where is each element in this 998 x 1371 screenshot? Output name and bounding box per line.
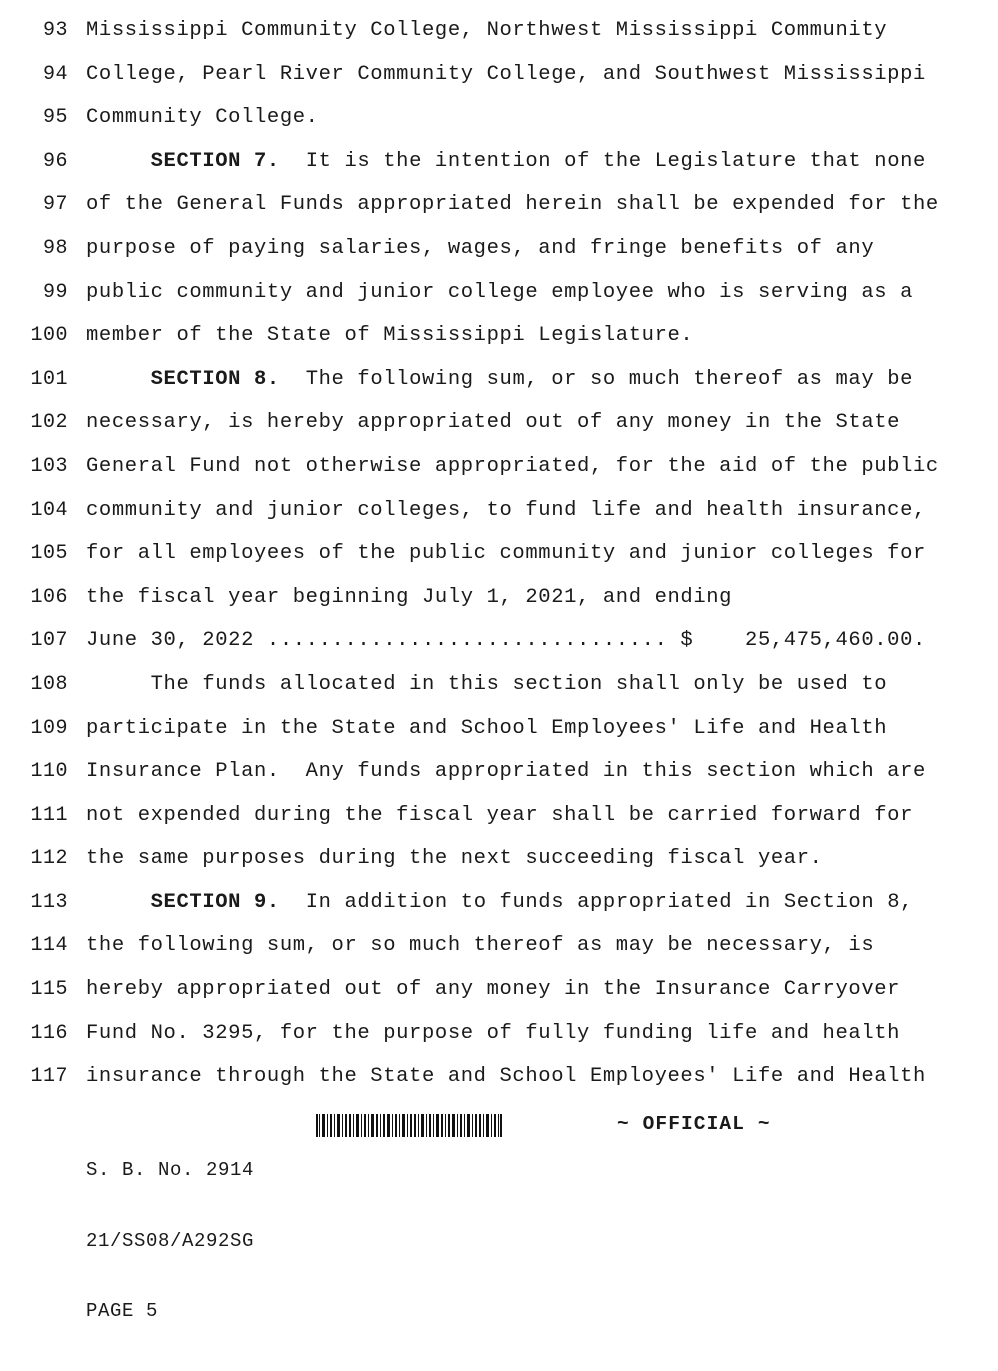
line-body: General Fund not otherwise appropriated, for the aid of the public	[86, 454, 939, 478]
line-body: It is the intention of the Legislature that none	[279, 149, 926, 173]
line-text	[86, 358, 913, 402]
line-text	[86, 314, 693, 358]
line-body: member of the State of Mississippi Legislature.	[86, 324, 694, 348]
document-line	[0, 576, 998, 620]
line-number: 117	[30, 1065, 68, 1089]
line-number: 102	[30, 411, 68, 435]
footer-bill-block	[86, 1112, 254, 1371]
line-body: College, Pearl River Community College, and Southwest Mississippi	[86, 62, 926, 86]
line-number: 110	[30, 760, 68, 784]
line-indent	[86, 673, 151, 696]
line-text	[86, 53, 926, 97]
document-footer	[0, 1108, 998, 1322]
line-text	[86, 576, 732, 620]
line-number: 106	[30, 585, 68, 609]
line-number: 93	[42, 19, 68, 42]
line-text	[86, 227, 874, 271]
line-body: necessary, is hereby appropriated out of any money in the State	[86, 411, 901, 435]
line-number: 112	[30, 847, 68, 871]
line-body: of the General Funds appropriated herein shall be expended for the	[86, 193, 939, 217]
line-number: 101	[30, 367, 68, 391]
page-label: PAGE 5	[86, 1300, 159, 1322]
line-text	[86, 96, 319, 140]
section-heading: SECTION 9.	[150, 890, 280, 914]
line-text	[86, 489, 926, 533]
line-body: The following sum, or so much thereof as may be	[279, 367, 914, 391]
line-body: the following sum, or so much thereof as may be necessary, is	[86, 934, 875, 958]
line-text	[86, 794, 913, 838]
line-text	[86, 707, 887, 751]
line-indent	[86, 150, 151, 173]
document-line	[0, 183, 998, 227]
line-number: 100	[30, 324, 68, 348]
barcode-icon	[316, 1114, 502, 1137]
line-number: 94	[42, 62, 68, 86]
document-line	[0, 314, 998, 358]
document-line	[0, 619, 998, 663]
line-number: 99	[42, 280, 68, 304]
line-body: Insurance Plan. Any funds appropriated in this section which are	[86, 760, 926, 784]
line-number: 108	[30, 672, 68, 696]
document-line	[0, 271, 998, 315]
line-text	[86, 619, 926, 663]
document-line	[0, 663, 998, 707]
section-heading: SECTION 8.	[150, 367, 280, 391]
line-indent	[86, 891, 151, 914]
line-number: 104	[30, 498, 68, 522]
document-line	[0, 445, 998, 489]
line-number: 97	[42, 193, 68, 217]
document-code: 21/SS08/A292SG	[86, 1229, 255, 1252]
document-line	[0, 9, 998, 53]
line-text	[86, 881, 913, 925]
line-number: 111	[30, 803, 68, 827]
bill-number: S. B. No. 2914	[86, 1159, 255, 1181]
document-line	[0, 53, 998, 97]
document-line	[0, 881, 998, 925]
document-line	[0, 794, 998, 838]
document-body	[0, 9, 998, 1099]
line-indent	[86, 368, 151, 391]
document-line	[0, 532, 998, 576]
document-line	[0, 924, 998, 968]
document-line	[0, 1055, 998, 1099]
document-line	[0, 489, 998, 533]
line-text	[86, 271, 913, 315]
document-line	[0, 227, 998, 271]
line-body: hereby appropriated out of any money in the Insurance Carryover	[86, 978, 901, 1002]
line-text	[86, 1055, 926, 1099]
line-number: 95	[42, 106, 68, 130]
line-body: The funds allocated in this section shall only be used to	[150, 672, 888, 696]
line-text	[86, 837, 823, 881]
line-text	[86, 924, 874, 968]
line-text	[86, 532, 926, 576]
line-body: Mississippi Community College, Northwest Mississippi Community	[86, 19, 888, 42]
line-text	[86, 1012, 900, 1056]
document-line	[0, 968, 998, 1012]
document-line	[0, 140, 998, 184]
document-line	[0, 707, 998, 751]
document-line	[0, 750, 998, 794]
line-number: 114	[30, 934, 68, 958]
line-text	[86, 140, 926, 184]
line-number: 107	[30, 629, 68, 653]
line-number: 98	[42, 236, 68, 260]
line-body: the fiscal year beginning July 1, 2021, and ending	[86, 585, 733, 609]
line-number: 115	[30, 978, 68, 1002]
document-line	[0, 96, 998, 140]
line-body: the same purposes during the next succeeding fiscal year.	[86, 847, 823, 871]
line-number: 109	[30, 716, 68, 740]
line-body: Community College.	[86, 106, 319, 130]
document-line	[0, 837, 998, 881]
document-line	[0, 401, 998, 445]
line-text	[86, 183, 939, 227]
line-body: for all employees of the public community and junior colleges for	[86, 542, 926, 566]
section-heading: SECTION 7.	[150, 149, 280, 173]
line-body: insurance through the State and School Employees' Life and Health	[86, 1065, 926, 1089]
line-body: participate in the State and School Employees' Life and Health	[86, 716, 888, 740]
line-number: 96	[42, 149, 68, 173]
line-number: 113	[30, 890, 68, 914]
line-text	[86, 750, 926, 794]
official-stamp: ~ OFFICIAL ~	[617, 1113, 771, 1135]
line-number: 103	[30, 454, 68, 478]
line-body: June 30, 2022 ............................... $ 25,475,460.00.	[86, 629, 926, 653]
line-body: community and junior colleges, to fund life and health insurance,	[86, 498, 926, 522]
line-text	[86, 401, 900, 445]
line-text	[86, 9, 887, 53]
line-body: Fund No. 3295, for the purpose of fully funding life and health	[86, 1021, 901, 1045]
line-number: 105	[30, 542, 68, 566]
line-text	[86, 663, 887, 707]
line-text	[86, 445, 939, 489]
line-body: purpose of paying salaries, wages, and fringe benefits of any	[86, 236, 875, 260]
line-body: not expended during the fiscal year shall be carried forward for	[86, 803, 914, 827]
document-line	[0, 1012, 998, 1056]
line-text	[86, 968, 900, 1012]
line-body: In addition to funds appropriated in Section 8,	[279, 890, 914, 914]
document-line	[0, 358, 998, 402]
line-number: 116	[30, 1021, 68, 1045]
line-body: public community and junior college employee who is serving as a	[86, 280, 914, 304]
